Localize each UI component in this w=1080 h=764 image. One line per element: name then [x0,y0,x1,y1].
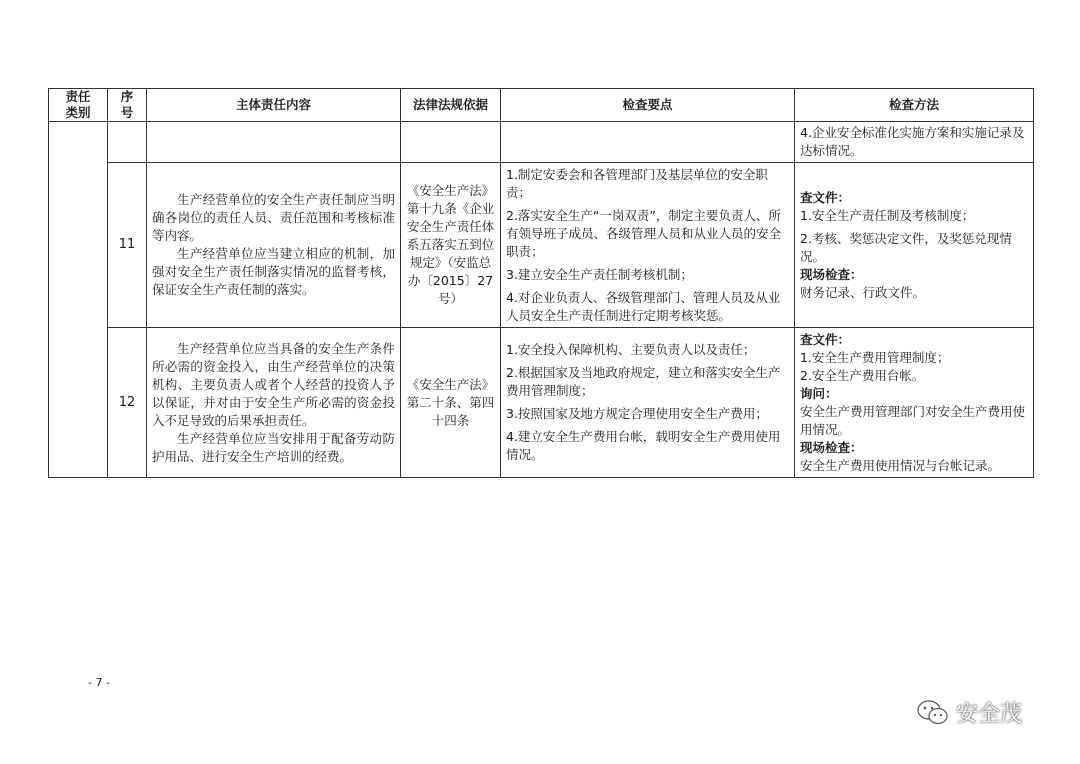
method-item: 安全生产费用管理部门对安全生产费用使用情况。 [800,403,1026,437]
method-item: 1.安全生产费用管理制度； [800,349,950,365]
wechat-icon [916,699,950,727]
row-seq: 12 [108,328,147,478]
check-point: 2.落实安全生产“一岗双责”，制定主要负责人、所有领导班子成员、各级管理人员和从业人员的安全职责； [506,207,782,259]
content-paragraph: 生产经营单位应当安排用于配备劳动防护用品、进行安全生产培训的经费。 [152,430,395,464]
method-item: 2.安全生产费用台帐。 [800,367,925,383]
watermark-text: 安全茂 [956,702,1023,727]
method-item: 2.考核、奖惩决定文件，及奖惩兑现情况。 [800,230,1012,264]
row-law: 《安全生产法》第十九条《企业安全生产责任体系五落实五到位规定》（安监总办〔2015〕27号） [401,163,501,328]
row-method [795,328,1034,478]
check-point: 4.对企业负责人、各级管理部门、管理人员及从业人员安全生产责任制进行定期考核奖惩。 [506,289,781,323]
table-row [49,163,1034,328]
header-points: 检查要点 [501,89,795,122]
continuation-law [401,122,501,163]
continuation-points [501,122,795,163]
check-point: 2.根据国家及当地政府规定，建立和落实安全生产费用管理制度； [506,365,781,398]
method-item: 财务记录、行政文件。 [800,284,926,300]
continuation-content [147,122,401,163]
method-heading: 查文件： [800,331,851,347]
watermark [916,697,1022,728]
row-points [501,328,795,478]
check-point: 1.制定安委会和各管理部门及基层单位的安全职责； [506,166,768,200]
check-point: 1.安全投入保障机构、主要负责人以及责任； [506,342,756,357]
row-content [147,328,401,478]
check-point: 4.建立安全生产费用台帐，载明安全生产费用使用情况。 [506,429,781,462]
header-method: 检查方法 [795,89,1034,122]
header-seq: 序号 [108,89,147,122]
table-header-row [49,89,1034,122]
method-item: 1.安全生产责任制及考核制度； [800,207,975,223]
method-heading: 现场检查： [800,439,863,455]
content-paragraph: 生产经营单位的安全生产责任制应当明确各岗位的责任人员、责任范围和考核标准等内容。 [152,192,395,243]
table-row-continuation [49,122,1034,163]
row-content [147,163,401,328]
type-cell [49,122,108,478]
content-paragraph: 生产经营单位应当具备的安全生产条件所必需的资金投入，由生产经营单位的决策机构、主要负责人或者个人经营的投资人予以保证，并对由于安全生产所必需的资金投入不足导致的后果承担责任。 [152,340,395,428]
continuation-method: 4.企业安全标准化实施方案和实施记录及达标情况。 [795,122,1034,163]
method-heading: 查文件： [800,189,851,205]
responsibility-table [48,88,1034,478]
page-number: - 7 - [88,676,110,689]
method-heading: 询问： [800,385,838,401]
method-item: 安全生产费用使用情况与台帐记录。 [800,457,1001,473]
row-points [501,163,795,328]
method-heading: 现场检查： [800,266,863,282]
content-paragraph: 生产经营单位应当建立相应的机制，加强对安全生产责任制落实情况的监督考核，保证安全生产责任制的落实。 [152,246,395,297]
check-point: 3.建立安全生产责任制考核机制； [506,266,693,282]
row-method [795,163,1034,328]
row-seq: 11 [108,163,147,328]
continuation-seq [108,122,147,163]
header-law: 法律法规依据 [401,89,501,122]
check-point: 3.按照国家及地方规定合理使用安全生产费用； [506,406,768,421]
header-content: 主体责任内容 [147,89,401,122]
row-law: 《安全生产法》第二十条、第四十四条 [401,328,501,478]
table-row [49,328,1034,478]
header-type: 责任类别 [49,89,108,122]
